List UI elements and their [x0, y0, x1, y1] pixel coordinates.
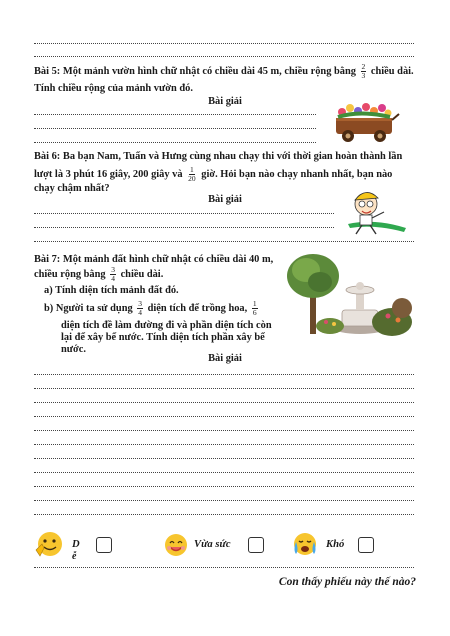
- bai5-title: Bài 5:: [34, 65, 61, 77]
- bai6-solution-heading: Bài giải: [208, 194, 242, 205]
- garden-fountain-illustration: [284, 252, 416, 340]
- rating-hard-checkbox[interactable]: [358, 537, 374, 553]
- bai6-line3: chạy chậm nhất?: [34, 183, 110, 194]
- answer-line[interactable]: [34, 240, 414, 242]
- thumbs-up-emoji-icon: [34, 530, 66, 558]
- bai5-fraction: $\frac{2}{3}$: [361, 62, 366, 80]
- rating-hard-label: Khó: [326, 539, 345, 550]
- answer-line[interactable]: [34, 226, 334, 228]
- answer-line[interactable]: [34, 471, 414, 473]
- answer-line[interactable]: [34, 457, 414, 459]
- answer-line[interactable]: [34, 373, 414, 375]
- bai5-line2: Tính chiều rộng của mảnh vườn đó.: [34, 83, 193, 94]
- answer-line[interactable]: [34, 113, 316, 115]
- rating-easy-checkbox[interactable]: [96, 537, 112, 553]
- rating-easy-label: D: [72, 539, 80, 550]
- bai6-title: Bài 6:: [34, 151, 61, 162]
- bai7-fraction: $\frac{3}{4}$: [111, 265, 115, 283]
- bai5-solution-heading: Bài giải: [208, 96, 242, 107]
- answer-line[interactable]: [34, 513, 414, 515]
- bai5-line1: Bài 5: Một mảnh vườn hình chữ nhật có chiều dài 45 m, chiều rộng bằng $\frac{2}{3}$ chiều dài.: [34, 62, 414, 80]
- crying-emoji-icon: [292, 532, 318, 556]
- answer-line[interactable]: [34, 485, 414, 487]
- answer-line[interactable]: [34, 415, 414, 417]
- rating-medium-label: Vừa sức: [194, 539, 231, 550]
- answer-line[interactable]: [34, 141, 316, 143]
- answer-line[interactable]: [34, 387, 414, 389]
- bai7-part-b-line4: nước.: [61, 344, 86, 355]
- rating-easy-label-2: ễ: [72, 551, 77, 562]
- answer-line[interactable]: [34, 42, 414, 44]
- bai7-line1: Bài 7: Một mảnh đất hình chữ nhật có chiều dài 40 m,: [34, 254, 274, 265]
- answer-line[interactable]: [34, 401, 414, 403]
- bai7-part-b-fraction-1: $\frac{3}{4}$: [138, 299, 143, 317]
- bai7-title: Bài 7:: [34, 254, 61, 265]
- bai5-text: Một mảnh vườn hình chữ nhật có chiều dài 45 m, chiều rộng bằng: [62, 65, 356, 77]
- bai6-fraction: $\frac{1}{20}$: [188, 165, 196, 183]
- answer-line[interactable]: [34, 55, 414, 57]
- bai7-line2: chiều rộng bằng $\frac{3}{4}$ chiều dài.: [34, 265, 164, 283]
- answer-line[interactable]: [34, 429, 414, 431]
- answer-line[interactable]: [34, 499, 414, 501]
- bai6-line1: Bài 6: Ba bạn Nam, Tuấn và Hưng cùng nhau chạy thi với thời gian hoàn thành lần: [34, 151, 403, 162]
- rating-medium-checkbox[interactable]: [248, 537, 264, 553]
- answer-line[interactable]: [34, 127, 316, 129]
- bai7-part-b-fraction-2: $\frac{1}{6}$: [252, 299, 257, 317]
- bai7-part-b-line3: lại để xây bể nước. Tính diện tích phần xây bể: [61, 332, 265, 343]
- flower-cart-illustration: [330, 96, 400, 144]
- bai7-part-b-line1: b) Người ta sử dụng $\frac{3}{4}$ diện tích để trồng hoa, $\frac{1}{6}$: [44, 299, 257, 317]
- answer-line[interactable]: [34, 443, 414, 445]
- answer-line[interactable]: [34, 212, 334, 214]
- bai7-part-a: a) Tính diện tích mảnh đất đó.: [44, 285, 179, 296]
- feedback-question: Con thấy phiếu này thế nào?: [278, 576, 416, 588]
- smile-emoji-icon: [164, 533, 188, 557]
- bai7-solution-heading: Bài giải: [208, 353, 242, 364]
- bai6-line2: lượt là 3 phút 16 giây, 200 giây và $\frac{1}{20}$ giờ. Hỏi bạn nào chạy nhanh nhất, bạn nào: [34, 165, 393, 183]
- divider-line: [34, 566, 414, 568]
- running-boy-illustration: [344, 188, 410, 238]
- bai7-part-b-line2: diện tích đề làm đường đi và phần diện tích còn: [61, 320, 272, 331]
